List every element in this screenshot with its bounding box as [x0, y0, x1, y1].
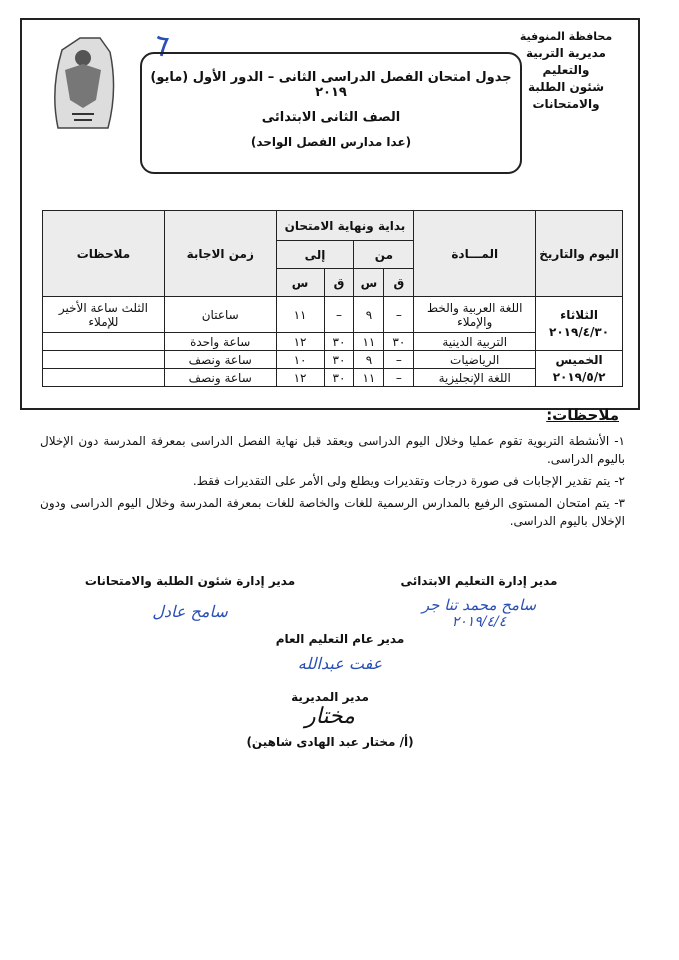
signature-script: سامح محمد تنا جر — [421, 596, 537, 614]
remarks-cell — [43, 333, 165, 351]
duration-cell: ساعة واحدة — [164, 333, 276, 351]
header-to: إلى — [276, 241, 354, 269]
note-item: ٣- يتم امتحان المستوى الرفيع بالمدارس الرسمية للغات والخاصة للغات بمعرفة المدرسة وخلال اليوم الدراسى ودون الإخلال باليوم الدراسى. — [40, 496, 625, 528]
table-row — [43, 351, 623, 369]
signature-title: مدير إدارة شئون الطلبة والامتحانات — [84, 574, 296, 588]
primary-director-signature — [379, 574, 579, 630]
directorate-head-signature — [230, 690, 430, 749]
note-item: ١- الأنشطة التربوية تقوم عمليا وخلال اليوم الدراسى ويعقد قبل نهاية الفصل الدراسى بمعرفة المدرسة دون الإخلال باليوم الدراسى. — [40, 434, 625, 466]
exception-note: (عدا مدارس الفصل الواحد) — [250, 135, 412, 149]
day-date: ٢٠١٩/٥/٢ — [552, 369, 606, 384]
to-minute: – — [324, 297, 354, 333]
table-row — [43, 333, 623, 351]
header-hour: س — [354, 269, 384, 297]
signature-title: مدير المديرية — [291, 690, 369, 704]
table-row — [43, 297, 623, 333]
from-minute: – — [384, 297, 414, 333]
header-start-end: بداية ونهاية الامتحان — [276, 211, 414, 241]
to-hour: ١١ — [276, 297, 324, 333]
header-day-date: اليوم والتاريخ — [536, 211, 623, 297]
header-from: من — [354, 241, 414, 269]
duration-cell: ساعة ونصف — [164, 351, 276, 369]
day-name: الخميس — [555, 352, 603, 367]
to-hour: ١٢ — [276, 369, 324, 387]
header-minute: ق — [384, 269, 414, 297]
day-name: الثلاثاء — [560, 307, 598, 322]
remarks-cell: الثلث ساعة الأخير للإملاء — [43, 297, 165, 333]
department: شئون الطلبة والامتحانات — [527, 80, 605, 111]
subject-cell: اللغة العربية والخط والإملاء — [414, 297, 536, 333]
from-hour: ١١ — [354, 333, 384, 351]
note-item: ٢- يتم تقدير الإجابات فى صورة درجات وتقديرات ويطلع ولى الأمر على التقديرات فقط. — [192, 474, 625, 488]
eagle-emblem-icon — [40, 30, 126, 134]
directorate: مديرية التربية والتعليم — [526, 46, 606, 77]
duration-cell: ساعتان — [164, 297, 276, 333]
signature-script: مختار — [305, 704, 355, 729]
to-hour: ١٢ — [276, 333, 324, 351]
subject-cell: الرياضيات — [414, 351, 536, 369]
remarks-cell — [43, 369, 165, 387]
subject-cell: اللغة الإنجليزية — [414, 369, 536, 387]
header-minute: ق — [324, 269, 354, 297]
grade-title: الصف الثانى الابتدائى — [261, 110, 401, 125]
signature-name: (أ/ مختار عبد الهادى شاهين) — [246, 735, 414, 749]
title-box — [140, 52, 522, 174]
subject-cell: التربية الدينية — [414, 333, 536, 351]
notes-title: ملاحظات: — [546, 406, 619, 424]
from-hour: ٩ — [354, 351, 384, 369]
header-remarks: ملاحظات — [43, 211, 165, 297]
table-row — [43, 369, 623, 387]
to-hour: ١٠ — [276, 351, 324, 369]
to-minute: ٣٠ — [324, 369, 354, 387]
handwritten-number: ٦ — [146, 26, 170, 65]
to-minute: ٣٠ — [324, 333, 354, 351]
general-director-signature — [250, 632, 430, 673]
day-date: ٢٠١٩/٤/٣٠ — [549, 324, 610, 339]
signature-date: ٢٠١٩/٤/٤ — [451, 614, 507, 630]
from-minute: – — [384, 369, 414, 387]
signature-script: سامح عادل — [152, 602, 228, 621]
from-minute: – — [384, 351, 414, 369]
from-minute: ٣٠ — [384, 333, 414, 351]
day-cell — [536, 351, 623, 387]
notes-list — [40, 432, 625, 534]
from-hour: ١١ — [354, 369, 384, 387]
from-hour: ٩ — [354, 297, 384, 333]
header-duration: زمن الاجابة — [164, 211, 276, 297]
duration-cell: ساعة ونصف — [164, 369, 276, 387]
exam-title: جدول امتحان الفصل الدراسى الثانى – الدور الأول (مايو) ٢٠١٩ — [150, 70, 512, 100]
signature-script: عفت عبدالله — [297, 654, 383, 673]
header-hour: س — [276, 269, 324, 297]
governorate: محافظة المنوفية — [519, 30, 613, 43]
affairs-director-signature — [60, 574, 320, 621]
signature-title: مدير عام التعليم العام — [275, 632, 405, 646]
signature-title: مدير إدارة التعليم الابتدائى — [400, 574, 558, 588]
day-cell — [536, 297, 623, 351]
header-subject: المـــادة — [414, 211, 536, 297]
to-minute: ٣٠ — [324, 351, 354, 369]
exam-schedule-table — [42, 210, 623, 387]
remarks-cell — [43, 351, 165, 369]
